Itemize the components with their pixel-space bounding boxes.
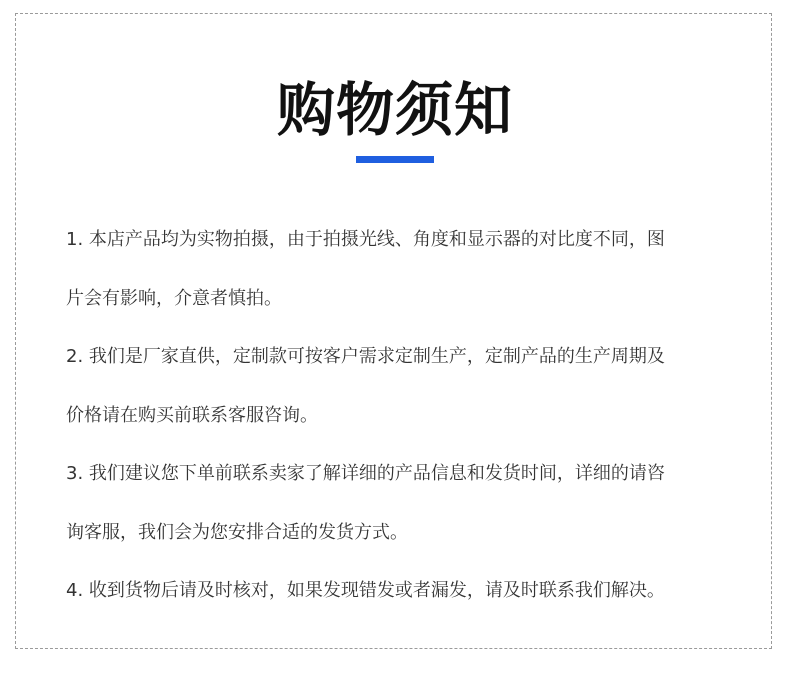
rule-3-line-2: 询客服，我们会为您安排合适的发货方式。 [66,521,408,543]
title-underline-bar [356,156,434,163]
rule-1-line-1: 1. 本店产品均为实物拍摄，由于拍摄光线、角度和显示器的对比度不同，图 [66,229,665,250]
rule-4-line-1: 4. 收到货物后请及时核对，如果发现错发或者漏发，请及时联系我们解决。 [66,580,665,601]
rule-1-line-2: 片会有影响，介意者慎拍。 [66,287,282,309]
rules-list [66,211,736,621]
page-title: 购物须知 [276,76,513,144]
rule-2-line-1: 2. 我们是厂家直供，定制款可按客户需求定制生产，定制产品的生产周期及 [66,346,665,367]
rule-3-line-1: 3. 我们建议您下单前联系卖家了解详细的产品信息和发货时间，详细的请咨 [66,463,665,484]
rule-2-line-2: 价格请在购买前联系客服咨询。 [66,404,318,426]
